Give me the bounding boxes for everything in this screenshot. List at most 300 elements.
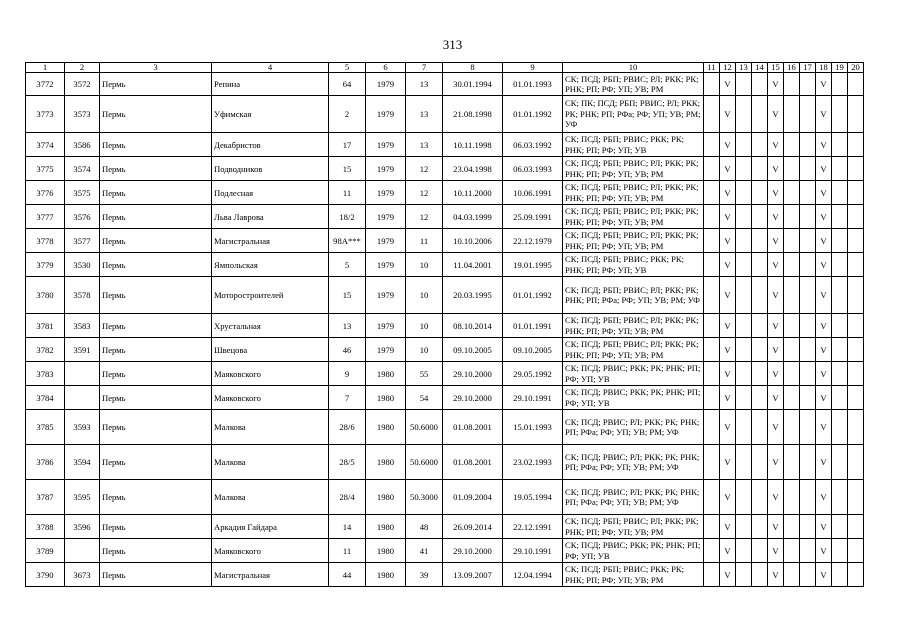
table-row bbox=[26, 539, 864, 563]
check-col20 bbox=[848, 539, 864, 563]
check-col18: V bbox=[816, 73, 832, 96]
check-col12: V bbox=[720, 445, 736, 480]
check-col15: V bbox=[768, 181, 784, 205]
table-body bbox=[26, 73, 864, 587]
check-col16 bbox=[784, 253, 800, 277]
check-col17 bbox=[800, 181, 816, 205]
check-col14 bbox=[752, 515, 768, 539]
date2-cell: 01.01.1992 bbox=[503, 96, 563, 133]
check-col12: V bbox=[720, 277, 736, 314]
table-row bbox=[26, 229, 864, 253]
date2-cell: 12.04.1994 bbox=[503, 563, 563, 587]
check-col15: V bbox=[768, 157, 784, 181]
check-col15: V bbox=[768, 133, 784, 157]
column-header-1: 1 bbox=[26, 63, 65, 73]
date2-cell: 29.05.1992 bbox=[503, 362, 563, 386]
check-col12: V bbox=[720, 181, 736, 205]
house-cell: 28/4 bbox=[329, 480, 366, 515]
year-cell: 1980 bbox=[366, 386, 406, 410]
record-id: 3577 bbox=[65, 229, 100, 253]
info-cell: СК; ПК; ПСД; РБП; РВИС; РЛ; РКК; РК; РНК; РП; РФа; РФ; УП; УВ; РМ; УФ bbox=[563, 96, 704, 133]
check-col12: V bbox=[720, 229, 736, 253]
check-col18: V bbox=[816, 157, 832, 181]
street-cell: Малкова bbox=[212, 445, 329, 480]
check-col20 bbox=[848, 253, 864, 277]
date1-cell: 26.09.2014 bbox=[443, 515, 503, 539]
check-col19 bbox=[832, 563, 848, 587]
city-cell: Пермь bbox=[100, 445, 212, 480]
check-col19 bbox=[832, 362, 848, 386]
check-col13 bbox=[736, 362, 752, 386]
check-col11 bbox=[704, 515, 720, 539]
column-header-13: 13 bbox=[736, 63, 752, 73]
row-number: 3789 bbox=[26, 539, 65, 563]
city-cell: Пермь bbox=[100, 157, 212, 181]
check-col18: V bbox=[816, 253, 832, 277]
table-row bbox=[26, 314, 864, 338]
info-cell: СК; ПСД; РВИС; РЛ; РКК; РК; РНК; РП; РФа; РФ; УП; УВ; РМ; УФ bbox=[563, 480, 704, 515]
col7-cell: 48 bbox=[406, 515, 443, 539]
house-cell: 15 bbox=[329, 157, 366, 181]
check-col16 bbox=[784, 133, 800, 157]
year-cell: 1979 bbox=[366, 73, 406, 96]
col7-cell: 13 bbox=[406, 133, 443, 157]
check-col19 bbox=[832, 181, 848, 205]
col7-cell: 10 bbox=[406, 314, 443, 338]
street-cell: Моторостроителей bbox=[212, 277, 329, 314]
info-cell: СК; ПСД; РБП; РВИС; РКК; РК; РНК; РП; РФ; УП; УВ bbox=[563, 253, 704, 277]
info-cell: СК; ПСД; РБП; РВИС; РЛ; РКК; РК; РНК; РП; РФ; УП; УВ; РМ bbox=[563, 515, 704, 539]
table-row bbox=[26, 480, 864, 515]
check-col20 bbox=[848, 157, 864, 181]
check-col12: V bbox=[720, 362, 736, 386]
house-cell: 64 bbox=[329, 73, 366, 96]
check-col13 bbox=[736, 563, 752, 587]
check-col17 bbox=[800, 539, 816, 563]
check-col15: V bbox=[768, 253, 784, 277]
column-header-17: 17 bbox=[800, 63, 816, 73]
row-number: 3786 bbox=[26, 445, 65, 480]
check-col15: V bbox=[768, 480, 784, 515]
col7-cell: 50.6000 bbox=[406, 410, 443, 445]
check-col20 bbox=[848, 314, 864, 338]
check-col18: V bbox=[816, 277, 832, 314]
check-col15: V bbox=[768, 386, 784, 410]
record-id: 3575 bbox=[65, 181, 100, 205]
check-col16 bbox=[784, 277, 800, 314]
check-col18: V bbox=[816, 563, 832, 587]
record-id: 3596 bbox=[65, 515, 100, 539]
check-col20 bbox=[848, 410, 864, 445]
table-row bbox=[26, 73, 864, 96]
check-col13 bbox=[736, 133, 752, 157]
check-col17 bbox=[800, 445, 816, 480]
check-col14 bbox=[752, 480, 768, 515]
house-cell: 44 bbox=[329, 563, 366, 587]
col7-cell: 54 bbox=[406, 386, 443, 410]
check-col15: V bbox=[768, 73, 784, 96]
street-cell: Хрустальная bbox=[212, 314, 329, 338]
col7-cell: 13 bbox=[406, 73, 443, 96]
column-header-4: 4 bbox=[212, 63, 329, 73]
check-col20 bbox=[848, 480, 864, 515]
check-col14 bbox=[752, 96, 768, 133]
year-cell: 1979 bbox=[366, 205, 406, 229]
table-row bbox=[26, 563, 864, 587]
check-col16 bbox=[784, 480, 800, 515]
check-col18: V bbox=[816, 205, 832, 229]
check-col11 bbox=[704, 253, 720, 277]
check-col12: V bbox=[720, 480, 736, 515]
year-cell: 1980 bbox=[366, 362, 406, 386]
city-cell: Пермь bbox=[100, 515, 212, 539]
row-number: 3778 bbox=[26, 229, 65, 253]
date1-cell: 29.10.2000 bbox=[443, 386, 503, 410]
check-col13 bbox=[736, 253, 752, 277]
check-col18: V bbox=[816, 133, 832, 157]
check-col12: V bbox=[720, 205, 736, 229]
check-col18: V bbox=[816, 480, 832, 515]
check-col18: V bbox=[816, 386, 832, 410]
date1-cell: 20.03.1995 bbox=[443, 277, 503, 314]
row-number: 3787 bbox=[26, 480, 65, 515]
check-col19 bbox=[832, 314, 848, 338]
check-col12: V bbox=[720, 563, 736, 587]
check-col13 bbox=[736, 205, 752, 229]
house-cell: 28/6 bbox=[329, 410, 366, 445]
table-row bbox=[26, 386, 864, 410]
check-col18: V bbox=[816, 410, 832, 445]
info-cell: СК; ПСД; РВИС; РЛ; РКК; РК; РНК; РП; РФа; РФ; УП; УВ; РМ; УФ bbox=[563, 445, 704, 480]
check-col18: V bbox=[816, 229, 832, 253]
col7-cell: 12 bbox=[406, 181, 443, 205]
col7-cell: 55 bbox=[406, 362, 443, 386]
info-cell: СК; ПСД; РБП; РВИС; РЛ; РКК; РК; РНК; РП; РФ; УП; УВ; РМ bbox=[563, 338, 704, 362]
row-number: 3785 bbox=[26, 410, 65, 445]
city-cell: Пермь bbox=[100, 386, 212, 410]
date1-cell: 10.11.2000 bbox=[443, 181, 503, 205]
column-header-18: 18 bbox=[816, 63, 832, 73]
col7-cell: 11 bbox=[406, 229, 443, 253]
city-cell: Пермь bbox=[100, 229, 212, 253]
date2-cell: 25.09.1991 bbox=[503, 205, 563, 229]
check-col20 bbox=[848, 338, 864, 362]
record-id: 3593 bbox=[65, 410, 100, 445]
column-header-12: 12 bbox=[720, 63, 736, 73]
city-cell: Пермь bbox=[100, 133, 212, 157]
record-id bbox=[65, 539, 100, 563]
col7-cell: 10 bbox=[406, 277, 443, 314]
check-col19 bbox=[832, 133, 848, 157]
house-cell: 11 bbox=[329, 539, 366, 563]
check-col16 bbox=[784, 181, 800, 205]
street-cell: Льва Лаврова bbox=[212, 205, 329, 229]
info-cell: СК; ПСД; РВИС; РКК; РК; РНК; РП; РФ; УП; УВ bbox=[563, 386, 704, 410]
date2-cell: 23.02.1993 bbox=[503, 445, 563, 480]
column-header-15: 15 bbox=[768, 63, 784, 73]
table-row bbox=[26, 157, 864, 181]
check-col19 bbox=[832, 157, 848, 181]
col7-cell: 10 bbox=[406, 338, 443, 362]
year-cell: 1979 bbox=[366, 314, 406, 338]
record-id bbox=[65, 362, 100, 386]
row-number: 3773 bbox=[26, 96, 65, 133]
city-cell: Пермь bbox=[100, 205, 212, 229]
street-cell: Маяковского bbox=[212, 386, 329, 410]
check-col11 bbox=[704, 386, 720, 410]
check-col12: V bbox=[720, 253, 736, 277]
street-cell: Малкова bbox=[212, 410, 329, 445]
check-col14 bbox=[752, 563, 768, 587]
check-col14 bbox=[752, 338, 768, 362]
table-row bbox=[26, 362, 864, 386]
col7-cell: 10 bbox=[406, 253, 443, 277]
check-col19 bbox=[832, 338, 848, 362]
house-cell: 15 bbox=[329, 277, 366, 314]
check-col20 bbox=[848, 73, 864, 96]
date1-cell: 29.10.2000 bbox=[443, 539, 503, 563]
check-col16 bbox=[784, 362, 800, 386]
record-id: 3572 bbox=[65, 73, 100, 96]
check-col11 bbox=[704, 73, 720, 96]
year-cell: 1979 bbox=[366, 338, 406, 362]
col7-cell: 12 bbox=[406, 205, 443, 229]
row-number: 3782 bbox=[26, 338, 65, 362]
street-cell: Репина bbox=[212, 73, 329, 96]
check-col13 bbox=[736, 157, 752, 181]
street-cell: Швецова bbox=[212, 338, 329, 362]
table-row bbox=[26, 277, 864, 314]
street-cell: Ямпольская bbox=[212, 253, 329, 277]
date1-cell: 04.03.1999 bbox=[443, 205, 503, 229]
house-cell: 5 bbox=[329, 253, 366, 277]
date1-cell: 11.04.2001 bbox=[443, 253, 503, 277]
city-cell: Пермь bbox=[100, 253, 212, 277]
info-cell: СК; ПСД; РБП; РВИС; РЛ; РКК; РК; РНК; РП; РФ; УП; УВ; РМ bbox=[563, 181, 704, 205]
info-cell: СК; ПСД; РБП; РВИС; РЛ; РКК; РК; РНК; РП; РФ; УП; УВ; РМ bbox=[563, 229, 704, 253]
check-col12: V bbox=[720, 133, 736, 157]
date2-cell: 19.05.1994 bbox=[503, 480, 563, 515]
check-col17 bbox=[800, 314, 816, 338]
column-header-5: 5 bbox=[329, 63, 366, 73]
date1-cell: 10.11.1998 bbox=[443, 133, 503, 157]
column-header-6: 6 bbox=[366, 63, 406, 73]
check-col18: V bbox=[816, 314, 832, 338]
house-cell: 98А*** bbox=[329, 229, 366, 253]
check-col17 bbox=[800, 73, 816, 96]
date2-cell: 09.10.2005 bbox=[503, 338, 563, 362]
year-cell: 1979 bbox=[366, 229, 406, 253]
check-col13 bbox=[736, 515, 752, 539]
date2-cell: 01.01.1991 bbox=[503, 314, 563, 338]
check-col12: V bbox=[720, 157, 736, 181]
table-row bbox=[26, 205, 864, 229]
check-col16 bbox=[784, 515, 800, 539]
check-col20 bbox=[848, 563, 864, 587]
info-cell: СК; ПСД; РБП; РВИС; РКК; РК; РНК; РП; РФ; УП; УВ; РМ bbox=[563, 563, 704, 587]
date1-cell: 21.08.1998 bbox=[443, 96, 503, 133]
check-col16 bbox=[784, 445, 800, 480]
check-col11 bbox=[704, 277, 720, 314]
check-col11 bbox=[704, 410, 720, 445]
row-number: 3777 bbox=[26, 205, 65, 229]
check-col15: V bbox=[768, 96, 784, 133]
city-cell: Пермь bbox=[100, 73, 212, 96]
check-col11 bbox=[704, 205, 720, 229]
check-col17 bbox=[800, 362, 816, 386]
check-col17 bbox=[800, 410, 816, 445]
table-row bbox=[26, 133, 864, 157]
date2-cell: 22.12.1991 bbox=[503, 515, 563, 539]
year-cell: 1980 bbox=[366, 480, 406, 515]
column-header-11: 11 bbox=[704, 63, 720, 73]
year-cell: 1979 bbox=[366, 133, 406, 157]
record-id: 3594 bbox=[65, 445, 100, 480]
check-col13 bbox=[736, 73, 752, 96]
check-col11 bbox=[704, 229, 720, 253]
col7-cell: 41 bbox=[406, 539, 443, 563]
check-col13 bbox=[736, 277, 752, 314]
check-col15: V bbox=[768, 445, 784, 480]
row-number: 3790 bbox=[26, 563, 65, 587]
col7-cell: 13 bbox=[406, 96, 443, 133]
date2-cell: 01.01.1993 bbox=[503, 73, 563, 96]
house-cell: 18/2 bbox=[329, 205, 366, 229]
table-header bbox=[26, 63, 864, 73]
check-col18: V bbox=[816, 181, 832, 205]
column-header-3: 3 bbox=[100, 63, 212, 73]
table-row bbox=[26, 445, 864, 480]
col7-cell: 39 bbox=[406, 563, 443, 587]
check-col17 bbox=[800, 515, 816, 539]
info-cell: СК; ПСД; РВИС; РЛ; РКК; РК; РНК; РП; РФа; РФ; УП; УВ; РМ; УФ bbox=[563, 410, 704, 445]
house-cell: 28/5 bbox=[329, 445, 366, 480]
check-col16 bbox=[784, 96, 800, 133]
date2-cell: 22.12.1979 bbox=[503, 229, 563, 253]
check-col16 bbox=[784, 539, 800, 563]
check-col14 bbox=[752, 539, 768, 563]
street-cell: Магистральная bbox=[212, 229, 329, 253]
table-row bbox=[26, 410, 864, 445]
check-col12: V bbox=[720, 386, 736, 410]
row-number: 3772 bbox=[26, 73, 65, 96]
info-cell: СК; ПСД; РБП; РВИС; РЛ; РКК; РК; РНК; РП; РФ; УП; УВ; РМ bbox=[563, 157, 704, 181]
check-col17 bbox=[800, 338, 816, 362]
check-col19 bbox=[832, 73, 848, 96]
record-id: 3673 bbox=[65, 563, 100, 587]
city-cell: Пермь bbox=[100, 410, 212, 445]
column-header-8: 8 bbox=[443, 63, 503, 73]
check-col13 bbox=[736, 480, 752, 515]
table-row bbox=[26, 515, 864, 539]
check-col17 bbox=[800, 480, 816, 515]
row-number: 3774 bbox=[26, 133, 65, 157]
check-col20 bbox=[848, 362, 864, 386]
check-col20 bbox=[848, 386, 864, 410]
date1-cell: 08.10.2014 bbox=[443, 314, 503, 338]
check-col16 bbox=[784, 314, 800, 338]
column-header-2: 2 bbox=[65, 63, 100, 73]
street-cell: Маяковского bbox=[212, 362, 329, 386]
column-header-20: 20 bbox=[848, 63, 864, 73]
city-cell: Пермь bbox=[100, 563, 212, 587]
check-col19 bbox=[832, 515, 848, 539]
check-col15: V bbox=[768, 362, 784, 386]
check-col15: V bbox=[768, 229, 784, 253]
check-col19 bbox=[832, 253, 848, 277]
column-header-10: 10 bbox=[563, 63, 704, 73]
check-col17 bbox=[800, 386, 816, 410]
check-col14 bbox=[752, 277, 768, 314]
street-cell: Уфимская bbox=[212, 96, 329, 133]
check-col15: V bbox=[768, 205, 784, 229]
street-cell: Магистральная bbox=[212, 563, 329, 587]
record-id bbox=[65, 386, 100, 410]
check-col20 bbox=[848, 133, 864, 157]
year-cell: 1980 bbox=[366, 445, 406, 480]
date2-cell: 29.10.1991 bbox=[503, 386, 563, 410]
check-col13 bbox=[736, 96, 752, 133]
check-col12: V bbox=[720, 73, 736, 96]
record-id: 3583 bbox=[65, 314, 100, 338]
check-col16 bbox=[784, 410, 800, 445]
check-col11 bbox=[704, 157, 720, 181]
check-col14 bbox=[752, 386, 768, 410]
check-col11 bbox=[704, 362, 720, 386]
check-col17 bbox=[800, 229, 816, 253]
city-cell: Пермь bbox=[100, 96, 212, 133]
date1-cell: 30.01.1994 bbox=[443, 73, 503, 96]
date2-cell: 19.01.1995 bbox=[503, 253, 563, 277]
house-cell: 11 bbox=[329, 181, 366, 205]
row-number: 3780 bbox=[26, 277, 65, 314]
house-cell: 13 bbox=[329, 314, 366, 338]
city-cell: Пермь bbox=[100, 314, 212, 338]
check-col16 bbox=[784, 563, 800, 587]
info-cell: СК; ПСД; РБП; РВИС; РКК; РК; РНК; РП; РФ; УП; УВ bbox=[563, 133, 704, 157]
record-id: 3591 bbox=[65, 338, 100, 362]
check-col19 bbox=[832, 277, 848, 314]
check-col15: V bbox=[768, 314, 784, 338]
house-cell: 17 bbox=[329, 133, 366, 157]
check-col20 bbox=[848, 445, 864, 480]
house-cell: 46 bbox=[329, 338, 366, 362]
register-table bbox=[25, 62, 864, 587]
date2-cell: 06.03.1993 bbox=[503, 157, 563, 181]
table-row bbox=[26, 96, 864, 133]
check-col13 bbox=[736, 386, 752, 410]
check-col17 bbox=[800, 277, 816, 314]
check-col15: V bbox=[768, 410, 784, 445]
date1-cell: 13.09.2007 bbox=[443, 563, 503, 587]
street-cell: Подводников bbox=[212, 157, 329, 181]
check-col17 bbox=[800, 253, 816, 277]
check-col18: V bbox=[816, 539, 832, 563]
date2-cell: 10.06.1991 bbox=[503, 181, 563, 205]
row-number: 3775 bbox=[26, 157, 65, 181]
check-col11 bbox=[704, 181, 720, 205]
check-col17 bbox=[800, 205, 816, 229]
check-col11 bbox=[704, 480, 720, 515]
date2-cell: 29.10.1991 bbox=[503, 539, 563, 563]
year-cell: 1979 bbox=[366, 277, 406, 314]
check-col11 bbox=[704, 338, 720, 362]
record-id: 3586 bbox=[65, 133, 100, 157]
check-col11 bbox=[704, 539, 720, 563]
record-id: 3578 bbox=[65, 277, 100, 314]
check-col13 bbox=[736, 229, 752, 253]
header-row bbox=[26, 63, 864, 73]
